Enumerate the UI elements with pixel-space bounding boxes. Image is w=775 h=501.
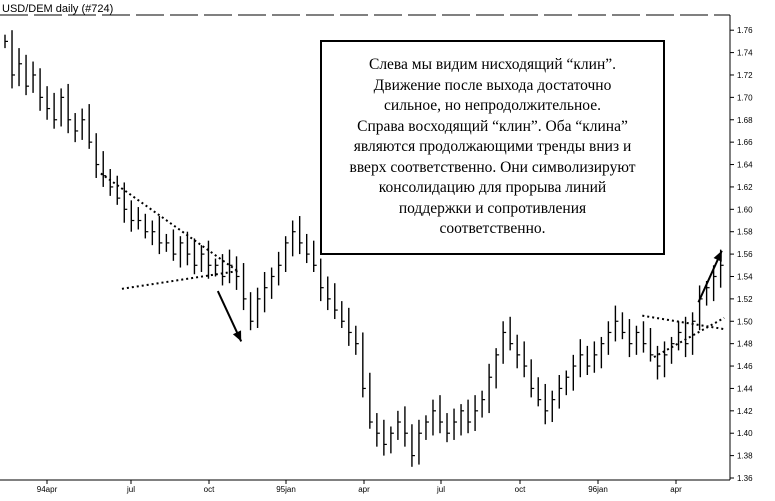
x-tick-label: oct	[203, 485, 215, 494]
falling-wedge-lower-line	[122, 271, 239, 289]
y-tick-label: 1.68	[737, 115, 753, 125]
x-tick-label: jul	[436, 485, 446, 494]
y-tick-label: 1.42	[737, 406, 753, 416]
y-tick-label: 1.40	[737, 429, 753, 439]
x-tick-label: oct	[514, 485, 526, 494]
y-tick-label: 1.52	[737, 294, 753, 304]
x-tick-label: apr	[358, 485, 370, 494]
callout-line: являются продолжающими тренды вниз и	[353, 138, 632, 156]
x-tick-label: apr	[670, 485, 682, 494]
y-tick-label: 1.54	[737, 272, 753, 282]
y-tick-label: 1.58	[737, 227, 753, 237]
y-tick-label: 1.70	[737, 93, 753, 103]
y-tick-label: 1.46	[737, 362, 753, 372]
y-tick-label: 1.48	[737, 339, 753, 349]
y-tick-label: 1.38	[737, 451, 753, 461]
callout-line: Справа восходящий “клин”. Оба “клина”	[357, 117, 628, 135]
x-tick-label: 95jan	[276, 485, 296, 494]
rising-wedge-upper-line	[642, 316, 724, 329]
annotation-callout	[320, 40, 665, 255]
y-tick-label: 1.72	[737, 70, 753, 80]
x-tick-label: jul	[126, 485, 136, 494]
y-tick-label: 1.50	[737, 317, 753, 327]
chart-title: USD/DEM daily (#724)	[2, 3, 114, 15]
x-axis-ticks	[37, 480, 682, 494]
y-axis-ticks	[730, 26, 753, 483]
y-tick-label: 1.44	[737, 384, 753, 394]
y-tick-label: 1.76	[737, 26, 753, 36]
x-tick-label: 96jan	[588, 485, 608, 494]
y-tick-label: 1.64	[737, 160, 753, 170]
callout-line: поддержки и сопротивления	[398, 199, 587, 217]
callout-line: вверх соответственно. Они символизируют	[349, 158, 636, 176]
falling-wedge-upper-line	[101, 173, 239, 272]
y-tick-label: 1.66	[737, 138, 753, 148]
callout-line: соответственно.	[439, 220, 546, 238]
y-tick-label: 1.62	[737, 182, 753, 192]
callout-line: Слева мы видим нисходящий “клин”.	[368, 56, 617, 74]
callout-line: консолидацию для прорыва линий	[378, 179, 607, 197]
x-tick-label: 94apr	[36, 485, 58, 494]
y-tick-label: 1.74	[737, 48, 753, 58]
y-tick-label: 1.60	[737, 205, 753, 215]
callout-line: сильное, но непродолжительное.	[384, 97, 601, 115]
y-tick-label: 1.56	[737, 250, 753, 260]
y-tick-label: 1.36	[737, 474, 753, 483]
callout-line: Движение после выхода достаточно	[373, 76, 612, 94]
